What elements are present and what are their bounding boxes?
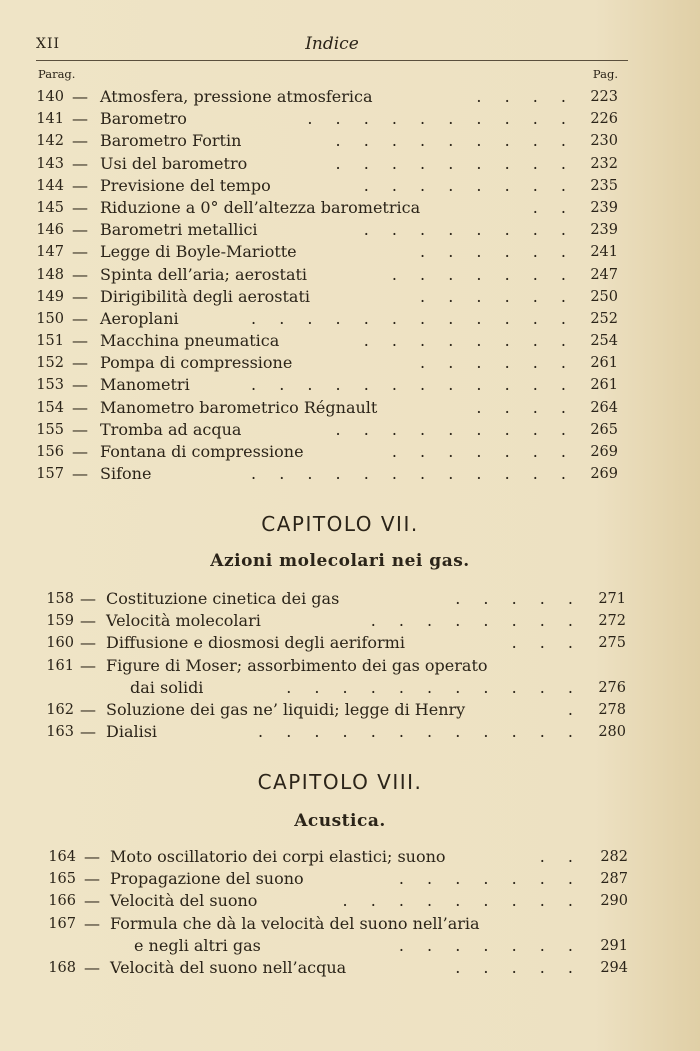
entry-leader-dots: . . bbox=[532, 197, 575, 217]
toc-entry bbox=[0, 588, 700, 610]
entry-title: Formula che dà la velocità del suono nell’aria bbox=[110, 913, 480, 933]
entry-page-number: 290 bbox=[600, 893, 628, 910]
header-rule bbox=[36, 60, 628, 61]
entry-dash: — bbox=[72, 220, 88, 240]
entry-dash: — bbox=[72, 397, 88, 417]
entry-title: Usi del barometro bbox=[100, 153, 248, 173]
entry-page-number: 239 bbox=[590, 199, 618, 216]
column-header-pag: Pag. bbox=[592, 67, 618, 81]
entry-title: Velocità del suono bbox=[110, 891, 258, 911]
entry-leader-dots: . . . . . . . . bbox=[363, 220, 575, 240]
entry-leader-dots: . . . . . . bbox=[420, 286, 575, 306]
entry-title: Soluzione dei gas ne’ liquidi; legge di Henry bbox=[106, 699, 466, 719]
entry-number: 167 bbox=[48, 915, 76, 932]
entry-title: Propagazione del suono bbox=[110, 869, 304, 889]
toc-entry bbox=[0, 632, 700, 654]
entry-dash: — bbox=[72, 242, 88, 262]
entry-page-number: 239 bbox=[590, 222, 618, 239]
entry-title: Barometri metallici bbox=[100, 220, 258, 240]
entry-number: 155 bbox=[36, 421, 64, 438]
toc-entry bbox=[0, 957, 700, 979]
entry-number: 154 bbox=[36, 399, 64, 416]
entry-page-number: 282 bbox=[600, 849, 628, 865]
toc-entry bbox=[0, 610, 700, 632]
entry-dash: — bbox=[80, 722, 96, 742]
page-header bbox=[36, 34, 628, 56]
entry-dash: — bbox=[80, 699, 96, 719]
entry-number: 165 bbox=[48, 871, 76, 888]
entry-title: Riduzione a 0° dell’altezza barometrica bbox=[100, 197, 421, 217]
toc-entry bbox=[0, 699, 700, 721]
entry-title: Spinta dell’aria; aerostati bbox=[100, 264, 308, 284]
entry-page-number: 264 bbox=[590, 399, 618, 416]
toc-entry bbox=[0, 241, 700, 263]
entry-number: 159 bbox=[46, 613, 74, 630]
chapter-8-title: CAPITOLO VIII. bbox=[257, 770, 423, 794]
entry-leader-dots: . . . . . . . bbox=[391, 442, 575, 461]
entry-page-number: 261 bbox=[590, 377, 618, 394]
entry-title: Previsione del tempo bbox=[100, 175, 271, 195]
entry-title: Macchina pneumatica bbox=[100, 331, 280, 351]
entry-page-number: 241 bbox=[590, 244, 618, 261]
entry-number: 141 bbox=[36, 111, 64, 128]
entry-title: Barometro bbox=[100, 109, 187, 129]
toc-entry bbox=[0, 655, 700, 677]
column-header-parag: Parag. bbox=[38, 67, 76, 81]
entry-leader-dots: . . . . . . . . . bbox=[335, 153, 575, 173]
entry-title: Dialisi bbox=[106, 722, 158, 742]
entry-dash: — bbox=[84, 869, 100, 889]
entry-leader-dots: . . bbox=[539, 847, 582, 866]
entry-leader-dots: . . . . . . . . . bbox=[342, 891, 582, 911]
toc-entry bbox=[0, 352, 700, 374]
toc-entry bbox=[0, 868, 700, 890]
entry-number: 156 bbox=[36, 444, 64, 460]
entry-page-number: 235 bbox=[590, 177, 618, 194]
page-title: Indice bbox=[305, 34, 359, 54]
toc-entry bbox=[0, 463, 700, 485]
chapter-7-subtitle: Azioni molecolari nei gas. bbox=[210, 551, 470, 571]
entry-title: dai solidi bbox=[130, 677, 204, 697]
entry-title: Fontana di compressione bbox=[100, 442, 304, 461]
toc-entry bbox=[0, 374, 700, 396]
entry-dash: — bbox=[80, 589, 96, 608]
entry-number: 140 bbox=[36, 89, 64, 105]
entry-number: 153 bbox=[36, 377, 64, 394]
entry-title: Manometri bbox=[100, 375, 190, 395]
toc-entry bbox=[0, 86, 700, 108]
entry-leader-dots: . . . . bbox=[476, 87, 575, 106]
toc-entry bbox=[0, 419, 700, 441]
entry-page-number: 254 bbox=[590, 333, 618, 350]
entry-leader-dots: . . . . . . . . . . . . bbox=[258, 722, 582, 742]
entry-number: 149 bbox=[36, 288, 64, 305]
toc-entry bbox=[0, 308, 700, 330]
entry-dash: — bbox=[72, 131, 88, 151]
entry-number: 160 bbox=[46, 635, 74, 652]
entry-title: Tromba ad acqua bbox=[100, 419, 242, 439]
entry-dash: — bbox=[72, 109, 88, 129]
entry-page-number: 269 bbox=[590, 444, 618, 460]
entry-number: 158 bbox=[46, 591, 74, 607]
entry-dash: — bbox=[72, 87, 88, 106]
entry-dash: — bbox=[72, 331, 88, 351]
entry-number: 147 bbox=[36, 244, 64, 261]
entry-dash: — bbox=[84, 847, 100, 866]
entry-leader-dots: . . . . . . . . . . . bbox=[286, 677, 582, 697]
entry-title: Moto oscillatorio dei corpi elastici; suono bbox=[110, 847, 446, 866]
toc-section-1 bbox=[0, 86, 700, 485]
toc-entry bbox=[0, 913, 700, 935]
entry-page-number: 230 bbox=[590, 133, 618, 150]
chapter-7-title: CAPITOLO VII. bbox=[261, 512, 419, 536]
entry-number: 164 bbox=[48, 849, 76, 865]
entry-dash: — bbox=[72, 375, 88, 395]
toc-entry bbox=[0, 130, 700, 152]
entry-number: 161 bbox=[46, 657, 74, 674]
entry-dash: — bbox=[72, 286, 88, 306]
entry-dash: — bbox=[84, 891, 100, 911]
entry-number: 145 bbox=[36, 199, 64, 216]
entry-number: 162 bbox=[46, 701, 74, 718]
entry-page-number: 272 bbox=[598, 613, 626, 630]
entry-page-number: 275 bbox=[598, 635, 626, 652]
toc-section-2 bbox=[0, 588, 700, 743]
chapter-8-subtitle: Acustica. bbox=[294, 811, 386, 831]
page-number: XII bbox=[36, 36, 61, 52]
entry-title: Velocità molecolari bbox=[106, 611, 261, 631]
entry-page-number: 269 bbox=[590, 466, 618, 483]
entry-leader-dots: . . . . . bbox=[455, 589, 582, 608]
toc-entry bbox=[0, 846, 700, 868]
toc-entry bbox=[0, 108, 700, 130]
toc-entry bbox=[0, 441, 700, 463]
entry-dash: — bbox=[84, 957, 100, 977]
toc-entry bbox=[0, 935, 700, 957]
toc-entry bbox=[0, 219, 700, 241]
toc-entry bbox=[0, 175, 700, 197]
toc-entry bbox=[0, 330, 700, 352]
entry-dash: — bbox=[72, 197, 88, 217]
toc-entry bbox=[0, 677, 700, 699]
entry-page-number: 280 bbox=[598, 724, 626, 741]
entry-leader-dots: . . . . . . . . . . . . bbox=[251, 464, 575, 484]
entry-page-number: 276 bbox=[598, 679, 626, 696]
entry-page-number: 223 bbox=[590, 89, 618, 105]
entry-number: 163 bbox=[46, 724, 74, 741]
entry-number: 166 bbox=[48, 893, 76, 910]
entry-leader-dots: . . . . . . bbox=[420, 242, 575, 262]
entry-leader-dots: . . . . . . . . . . . . bbox=[251, 375, 575, 395]
entry-dash: — bbox=[72, 153, 88, 173]
toc-entry bbox=[0, 890, 700, 912]
entry-title: Pompa di compressione bbox=[100, 353, 293, 373]
toc-entry bbox=[0, 397, 700, 419]
entry-dash: — bbox=[84, 913, 100, 933]
entry-dash: — bbox=[72, 353, 88, 373]
entry-leader-dots: . . . . . . . bbox=[391, 264, 575, 284]
entry-dash: — bbox=[72, 308, 88, 328]
entry-dash: — bbox=[72, 175, 88, 195]
entry-number: 152 bbox=[36, 355, 64, 372]
toc-entry bbox=[0, 286, 700, 308]
entry-number: 144 bbox=[36, 177, 64, 194]
entry-title: Manometro barometrico Régnault bbox=[100, 397, 378, 417]
entry-dash: — bbox=[80, 633, 96, 653]
entry-page-number: 278 bbox=[598, 701, 626, 718]
entry-page-number: 226 bbox=[590, 111, 618, 128]
entry-title: Figure di Moser; assorbimento dei gas operato bbox=[106, 655, 488, 675]
entry-page-number: 271 bbox=[598, 591, 626, 607]
entry-title: Barometro Fortin bbox=[100, 131, 242, 151]
entry-page-number: 294 bbox=[600, 959, 628, 976]
column-headers bbox=[38, 67, 618, 81]
entry-page-number: 261 bbox=[590, 355, 618, 372]
entry-leader-dots: . . . . . bbox=[455, 957, 582, 977]
entry-title: Aeroplani bbox=[100, 308, 179, 328]
entry-page-number: 252 bbox=[590, 310, 618, 327]
entry-dash: — bbox=[72, 442, 88, 461]
entry-dash: — bbox=[80, 611, 96, 631]
entry-dash: — bbox=[72, 264, 88, 284]
toc-entry bbox=[0, 197, 700, 219]
entry-number: 142 bbox=[36, 133, 64, 150]
entry-leader-dots: . bbox=[567, 699, 582, 719]
entry-title: Sifone bbox=[100, 464, 152, 484]
entry-number: 151 bbox=[36, 333, 64, 350]
entry-leader-dots: . . . . . . bbox=[420, 353, 575, 373]
entry-number: 157 bbox=[36, 466, 64, 483]
entry-page-number: 265 bbox=[590, 421, 618, 438]
toc-entry bbox=[0, 153, 700, 175]
entry-leader-dots: . . . . . . . . bbox=[363, 175, 575, 195]
toc-entry bbox=[0, 721, 700, 743]
toc-entry bbox=[0, 264, 700, 286]
entry-page-number: 247 bbox=[590, 266, 618, 283]
entry-dash: — bbox=[72, 464, 88, 484]
entry-leader-dots: . . . . . . . . . . . . bbox=[251, 308, 575, 328]
entry-title: e negli altri gas bbox=[134, 935, 261, 955]
entry-leader-dots: . . . . . . . . bbox=[363, 331, 575, 351]
entry-leader-dots: . . . . . . . . . . bbox=[307, 109, 575, 129]
entry-leader-dots: . . . . . . . . bbox=[370, 611, 582, 631]
entry-leader-dots: . . . . . . . bbox=[398, 869, 582, 889]
entry-leader-dots: . . . . . . . . . bbox=[335, 419, 575, 439]
entry-number: 150 bbox=[36, 310, 64, 327]
entry-leader-dots: . . . . bbox=[476, 397, 575, 417]
entry-title: Diffusione e diosmosi degli aeriformi bbox=[106, 633, 405, 653]
entry-dash: — bbox=[80, 655, 96, 675]
entry-leader-dots: . . . bbox=[511, 633, 582, 653]
entry-number: 143 bbox=[36, 155, 64, 172]
entry-number: 146 bbox=[36, 222, 64, 239]
entry-page-number: 287 bbox=[600, 871, 628, 888]
entry-dash: — bbox=[72, 419, 88, 439]
entry-title: Velocità del suono nell’acqua bbox=[110, 957, 347, 977]
entry-title: Dirigibilità degli aerostati bbox=[100, 286, 311, 306]
entry-title: Legge di Boyle-Mariotte bbox=[100, 242, 297, 262]
entry-page-number: 250 bbox=[590, 288, 618, 305]
entry-title: Atmosfera, pressione atmosferica bbox=[100, 87, 373, 106]
entry-page-number: 232 bbox=[590, 155, 618, 172]
entry-leader-dots: . . . . . . . . . bbox=[335, 131, 575, 151]
entry-leader-dots: . . . . . . . bbox=[398, 935, 582, 955]
entry-page-number: 291 bbox=[600, 937, 628, 954]
entry-title: Costituzione cinetica dei gas bbox=[106, 589, 340, 608]
entry-number: 148 bbox=[36, 266, 64, 283]
entry-number: 168 bbox=[48, 959, 76, 976]
toc-section-3 bbox=[0, 846, 700, 979]
